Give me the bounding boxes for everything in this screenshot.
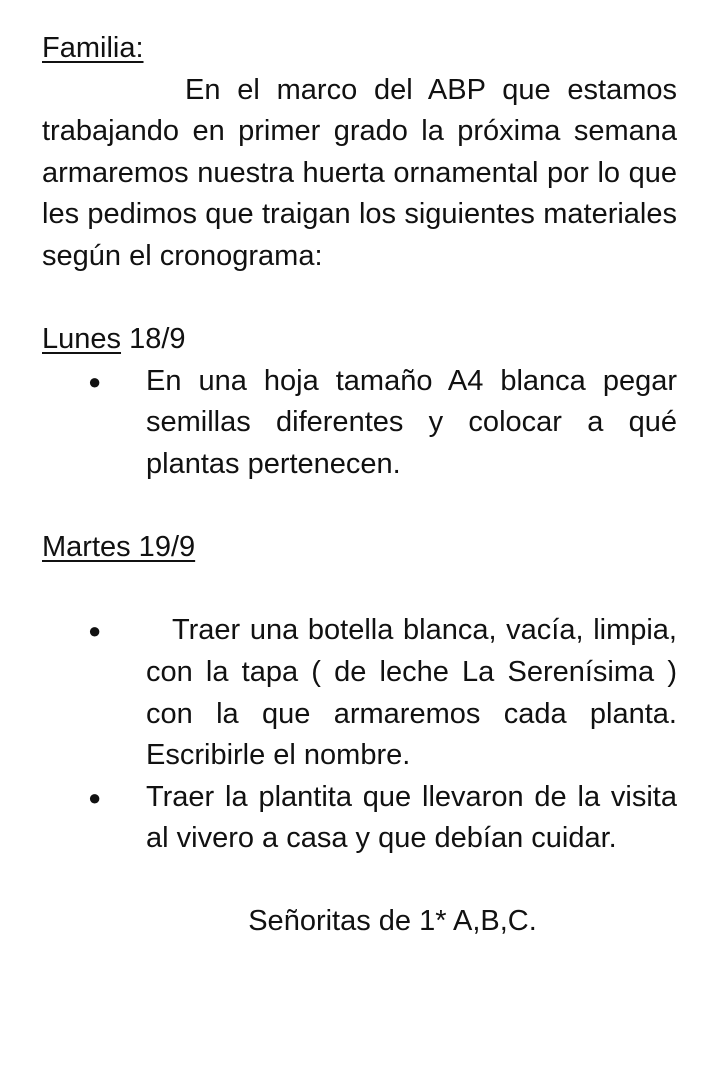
- monday-date: 18/9: [129, 323, 186, 356]
- monday-day: Lunes: [42, 323, 122, 356]
- document-page: [42, 28, 677, 943]
- task-text: Traer una botella blanca, vacía, limpia, con la tapa ( de leche La Serenísima ) con la que armaremos cada planta. Escribirle el nombre.: [146, 614, 677, 772]
- tuesday-day: Martes 19/9: [42, 531, 196, 564]
- list-item: [42, 361, 677, 486]
- task-text: Traer la plantita que llevaron de la visita al vivero a casa y que debían cuidar.: [146, 780, 677, 855]
- task-text: En una hoja tamaño A4 blanca pegar semillas diferentes y colocar a qué plantas pertenecen.: [146, 364, 677, 480]
- monday-heading: [42, 319, 677, 361]
- list-item: [42, 777, 677, 860]
- greeting-text: Familia:: [42, 32, 144, 64]
- signature: Señoritas de 1* A,B,C.: [248, 905, 537, 938]
- bullet-icon: ●: [88, 618, 102, 644]
- spacer: [42, 486, 677, 528]
- greeting-heading: [42, 28, 677, 70]
- monday-task-list: [42, 361, 677, 486]
- spacer: [42, 278, 677, 320]
- bullet-icon: ●: [88, 784, 102, 810]
- intro-paragraph: En el marco del ABP que estamos trabajando en primer grado la próxima semana armaremos nuestra huerta ornamental por lo que les pedimos que traigan los siguientes materiales según el cronograma:: [42, 73, 677, 272]
- spacer: [42, 860, 677, 902]
- spacer: [42, 569, 677, 611]
- tuesday-heading: [42, 527, 677, 569]
- bullet-icon: ●: [88, 368, 102, 394]
- tuesday-task-list: [42, 610, 677, 860]
- list-item: [42, 610, 677, 776]
